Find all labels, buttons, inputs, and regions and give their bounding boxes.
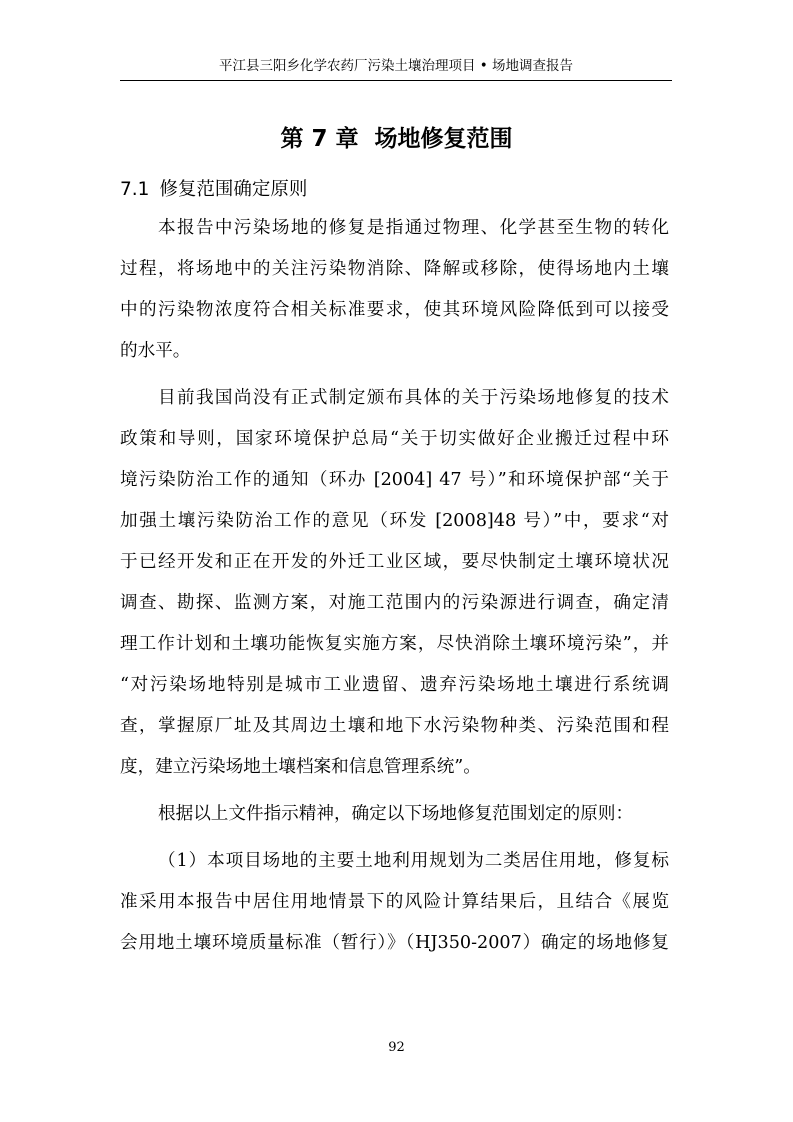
section-number: 7.1 [120,179,150,200]
body-line: 过程，将场地中的关注污染物消除、降解或移除，使得场地内土壤 [120,259,669,279]
body-line: 查，掌握原厂址及其周边土壤和地下水污染物种类、污染范围和程 [120,716,669,736]
body-line: 的水平。 [120,341,191,361]
body-line: 政策和导则，国家环境保护总局“关于切实做好企业搬迁过程中环 [120,429,669,449]
section-title: 修复范围确定原则 [159,179,308,200]
body-text [120,208,669,970]
body-line: 目前我国尚没有正式制定颁布具体的关于污染场地修复的技术 [158,388,669,408]
body-line: 调查、勘探、监测方案，对施工范围内的污染源进行调查，确定清 [120,593,669,613]
body-line: 加强土壤污染防治工作的意见（环发 [2008]48 号）”中，要求“对 [120,511,669,531]
paragraph [120,841,669,964]
body-line: 于已经开发和正在开发的外迁工业区域，要尽快制定土壤环境状况 [120,552,669,572]
body-line: 理工作计划和土壤功能恢复实施方案，尽快消除土壤环境污染”，并 [120,634,669,654]
body-line: 本报告中污染场地的修复是指通过物理、化学甚至生物的转化 [158,218,669,238]
body-line: 境污染防治工作的通知（环办 [2004] 47 号）”和环境保护部“关于 [120,470,669,490]
page-number: 92 [388,1040,405,1055]
body-line: “对污染场地特别是城市工业遗留、遗弃污染场地土壤进行系统调 [120,675,669,695]
paragraph [120,378,669,788]
chapter-title: 第 7 章 场地修复范围 [280,126,513,152]
body-line: 度，建立污染场地土壤档案和信息管理系统”。 [120,757,481,777]
body-line: （1）本项目场地的主要土地利用规划为二类居住用地，修复标 [158,851,669,871]
body-line: 会用地土壤环境质量标准（暂行）》（HJ350-2007）确定的场地修复 [120,933,669,953]
paragraph [120,794,669,835]
running-header: 平江县三阳乡化学农药厂污染土壤治理项目 • 场地调查报告 [218,58,574,74]
section-heading [120,178,307,202]
paragraph [120,208,669,372]
body-line: 根据以上文件指示精神，确定以下场地修复范围划定的原则： [158,804,634,824]
body-line: 中的污染物浓度符合相关标准要求，使其环境风险降低到可以接受 [120,300,669,320]
body-line: 准采用本报告中居住用地情景下的风险计算结果后，且结合《展览 [120,892,669,912]
header-rule [120,80,672,81]
